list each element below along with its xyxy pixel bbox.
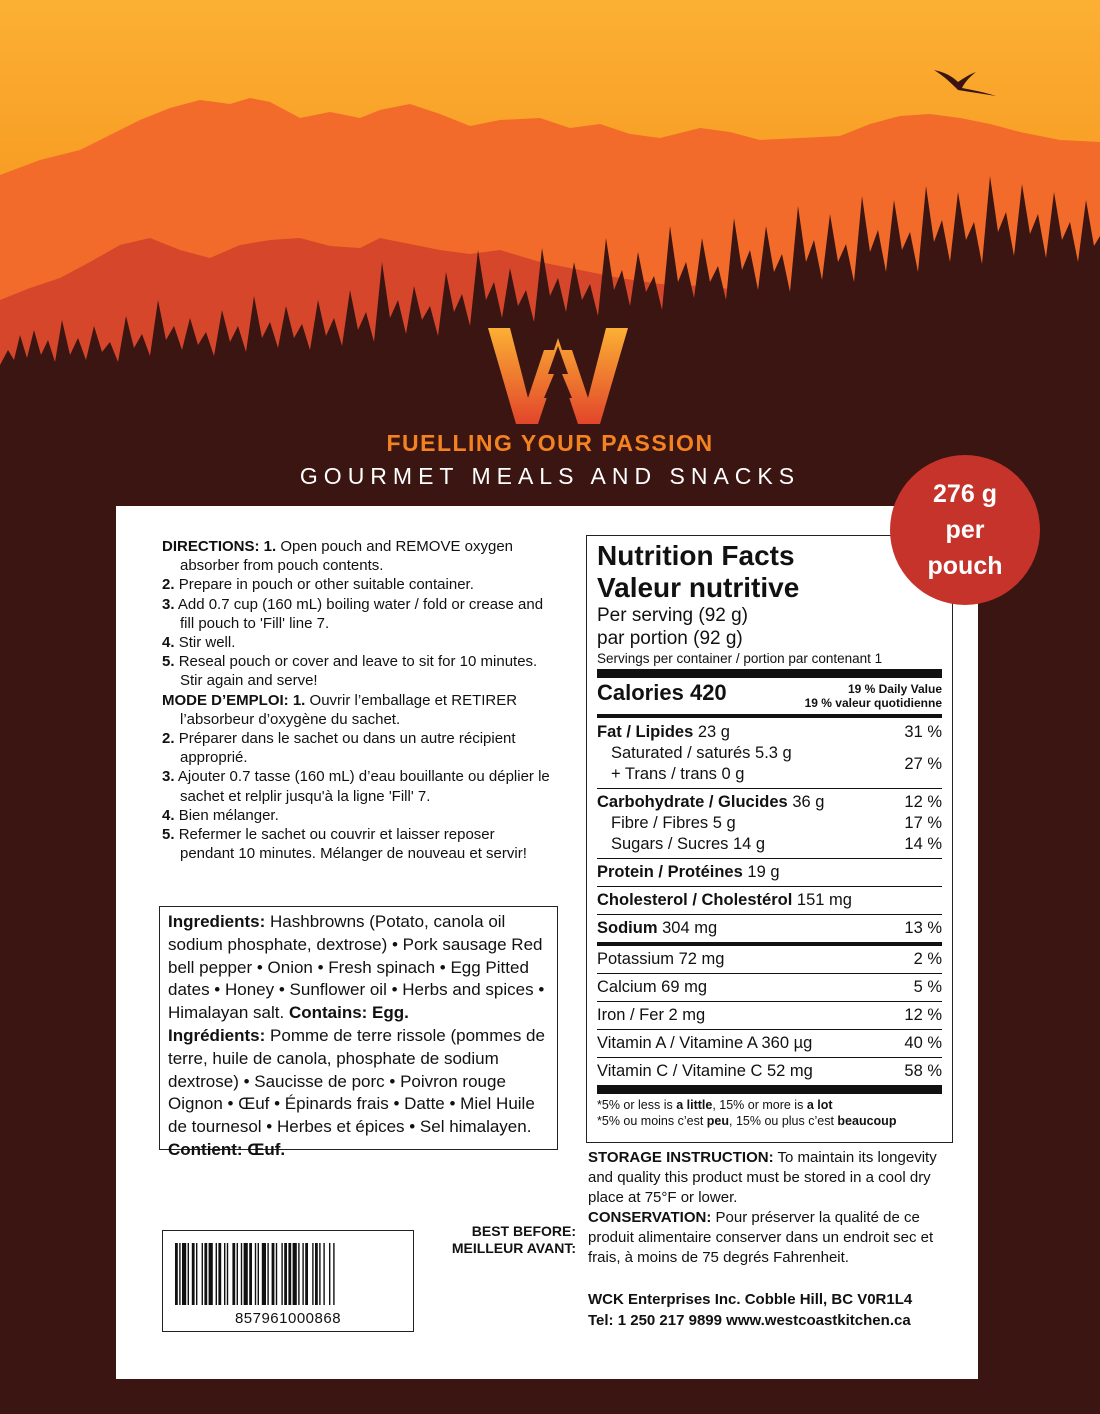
nutrition-title-fr: Valeur nutritive xyxy=(597,572,800,603)
barcode-icon xyxy=(173,1243,403,1307)
storage-fr: CONSERVATION: Pour préserver la qualité de ce produit alimentaire conserver dans un endroit sec et frais, à moins de 75 degrés Fahrenheit. xyxy=(588,1209,934,1266)
direction-step-en-2: 2. Prepare in pouch or other suitable container. xyxy=(162,576,474,594)
nutrition-title-en: Nutrition Facts xyxy=(597,540,795,571)
direction-step-fr-3: 3. Ajouter 0.7 tasse (160 mL) d’eau bouillante ou déplier le sachet et relplir jusqu'à la ligne 'Fill' 7. xyxy=(162,768,550,805)
iron-row: Iron / Fer 2 mg 12 % xyxy=(597,1001,942,1029)
tagline-fuelling: FUELLING YOUR PASSION xyxy=(386,430,714,456)
weight-badge xyxy=(890,455,1040,605)
barcode-number: 857961000868 xyxy=(234,1310,342,1327)
direction-step-en-1: DIRECTIONS: 1. Open pouch and REMOVE oxygen absorber from pouch contents. xyxy=(162,538,513,575)
direction-step-fr-1: MODE D’EMPLOI: 1. Ouvrir l’emballage et RETIRER l’absorbeur d’oxygène du sachet. xyxy=(162,691,518,728)
company-info xyxy=(588,1289,968,1331)
footnote-fr: *5% ou moins c’est peu, 15% ou plus c’est beaucoup xyxy=(597,1114,897,1128)
footnote-en: *5% or less is a little, 15% or more is a lot xyxy=(597,1098,833,1112)
storage-en: STORAGE INSTRUCTION: To maintain its longevity and quality this product must be stored in a cool dry place at 75°F or lower. xyxy=(588,1149,937,1206)
sat-trans-row xyxy=(597,743,942,785)
direction-step-fr-5: 5. Refermer le sachet ou couvrir et laisser reposer pendant 10 minutes. Mélanger de nouveau et servir! xyxy=(162,826,527,863)
servings-per-container: Servings per container / portion par contenant 1 xyxy=(597,650,942,678)
best-before-en: BEST BEFORE: xyxy=(471,1223,576,1239)
company-address: WCK Enterprises Inc. Cobble Hill, BC V0R1L4 xyxy=(588,1291,913,1308)
vitamin-c-row: Vitamin C / Vitamine C 52 mg 58 % xyxy=(597,1057,942,1085)
protein-row: Protein / Protéines 19 g xyxy=(597,858,942,886)
carb-group xyxy=(597,788,942,858)
company-contact: Tel: 1 250 217 9899 www.westcoastkitchen.ca xyxy=(588,1312,911,1329)
badge-weight: 276 g xyxy=(933,480,997,508)
direction-step-en-4: 4. Stir well. xyxy=(162,634,236,652)
daily-value-en: 19 % Daily Value xyxy=(847,682,942,696)
direction-step-fr-2: 2. Préparer dans le sachet ou dans un autre récipient approprié. xyxy=(162,730,516,767)
direction-step-fr-4: 4. Bien mélanger. xyxy=(162,806,279,824)
ingredients-fr: Ingrédients: Pomme de terre rissole (pommes de terre, huile de canola, phosphate de sodium dextrose) • Saucisse de porc • Poivron rouge Oignon • Œuf • Épinards frais • Datte • Miel Huile de tournesol • Herbes et épices • Sel himalayen. Contient: Œuf. xyxy=(168,1025,545,1159)
direction-step-en-3: 3. Add 0.7 cup (160 mL) boiling water / fold or crease and fill pouch to 'Fill' line 7. xyxy=(162,595,544,632)
fibre-row: Fibre / Fibres 5 g 17 % xyxy=(611,814,942,832)
calories-row xyxy=(597,678,942,718)
directions-block xyxy=(162,537,552,863)
cholesterol-row: Cholesterol / Cholestérol 151 mg xyxy=(597,886,942,914)
calories-label: Calories xyxy=(597,680,684,705)
barcode xyxy=(162,1230,414,1332)
calcium-row: Calcium 69 mg 5 % xyxy=(597,973,942,1001)
carb-row: Carbohydrate / Glucides 36 g 12 % xyxy=(597,793,942,811)
fat-group xyxy=(597,718,942,788)
nutrition-facts-table xyxy=(586,535,953,1143)
nutrition-footnote xyxy=(597,1085,942,1129)
potassium-row: Potassium 72 mg 2 % xyxy=(597,950,942,968)
badge-pouch: pouch xyxy=(927,552,1003,580)
ingredients-en: Ingredients: Hashbrowns (Potato, canola oil sodium phosphate, dextrose) • Pork sausage Red bell pepper • Onion • Fresh spinach • Egg Pitted dates • Honey • Sunflower oil • Herbs and spices • Himalayan salt. Contains: Egg. xyxy=(168,912,545,1023)
serving-size-en: Per serving (92 g) xyxy=(597,605,749,626)
best-before xyxy=(424,1223,576,1257)
saturated-row: Saturated / saturés 5.3 g xyxy=(611,744,792,762)
sat-trans-dv: 27 % xyxy=(904,754,942,773)
serving-size-fr: par portion (92 g) xyxy=(597,628,743,649)
w-tree-logo-icon xyxy=(488,328,628,428)
fat-row: Fat / Lipides 23 g 31 % xyxy=(597,723,942,741)
info-panel xyxy=(116,506,978,1379)
sugars-row: Sugars / Sucres 14 g 14 % xyxy=(611,835,942,853)
badge-per: per xyxy=(945,516,985,544)
best-before-fr: MEILLEUR AVANT: xyxy=(451,1240,576,1256)
direction-step-en-5: 5. Reseal pouch or cover and leave to sit for 10 minutes. Stir again and serve! xyxy=(162,653,538,690)
calories-value: 420 xyxy=(689,680,727,705)
tagline-gourmet: GOURMET MEALS AND SNACKS xyxy=(299,463,801,489)
daily-value-fr: 19 % valeur quotidienne xyxy=(804,696,942,710)
vitamin-a-row: Vitamin A / Vitamine A 360 µg 40 % xyxy=(597,1029,942,1057)
storage-instructions xyxy=(588,1148,948,1268)
sodium-row: Sodium 304 mg 13 % xyxy=(597,914,942,946)
ingredients-box xyxy=(159,906,558,1159)
trans-row: + Trans / trans 0 g xyxy=(611,765,745,783)
